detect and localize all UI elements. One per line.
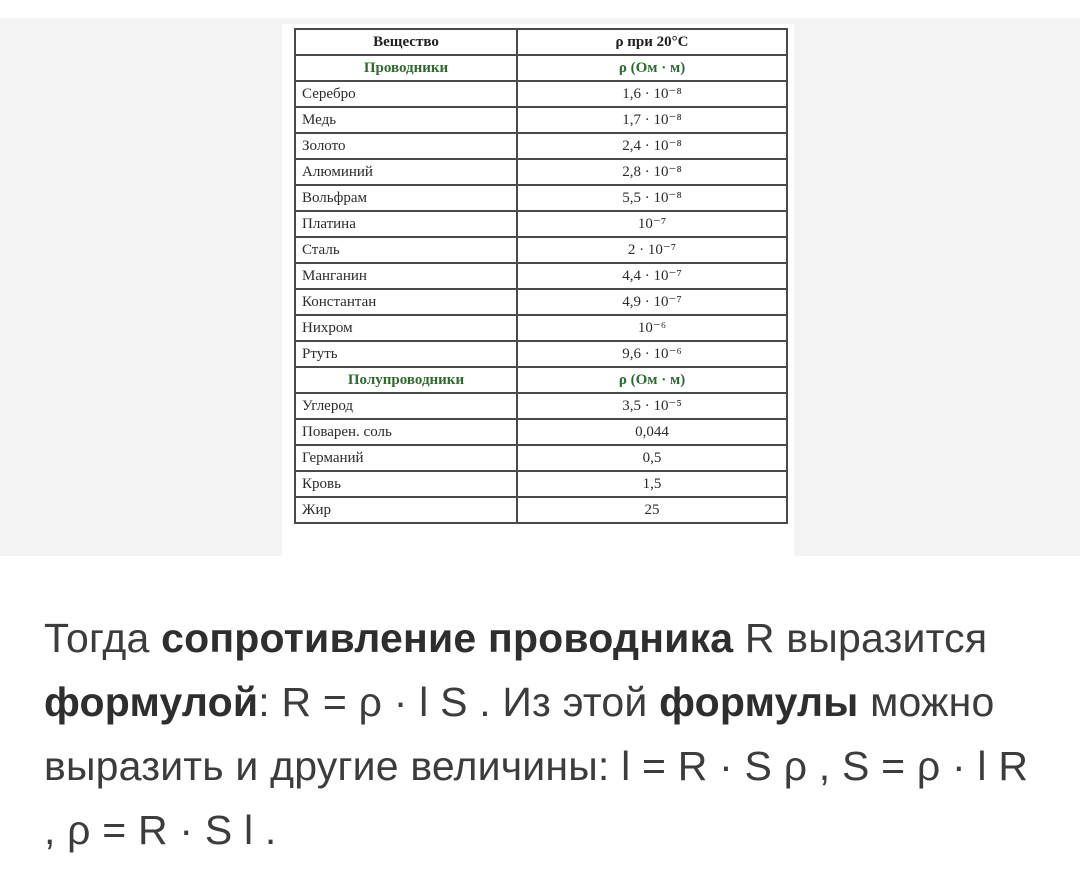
caption-paragraph bbox=[44, 606, 1044, 862]
caption-text: : R = ρ · l S . Из этой bbox=[258, 679, 660, 725]
resistivity-value: 9,6 · 10⁻⁶ bbox=[517, 341, 787, 367]
section-title: Полупроводники bbox=[295, 367, 517, 393]
substance-name: Сталь bbox=[295, 237, 517, 263]
header-substance: Вещество bbox=[295, 29, 517, 55]
resistivity-value: 5,5 · 10⁻⁸ bbox=[517, 185, 787, 211]
substance-name: Углерод bbox=[295, 393, 517, 419]
table-row bbox=[295, 289, 787, 315]
section-unit: ρ (Ом · м) bbox=[517, 367, 787, 393]
table-header-row bbox=[295, 29, 787, 55]
caption-text: Тогда bbox=[44, 615, 162, 661]
caption-text: R выразится bbox=[733, 615, 988, 661]
section-unit: ρ (Ом · м) bbox=[517, 55, 787, 81]
table-row bbox=[295, 263, 787, 289]
resistivity-value: 2,8 · 10⁻⁸ bbox=[517, 159, 787, 185]
table-body bbox=[295, 29, 787, 523]
resistivity-value: 3,5 · 10⁻⁵ bbox=[517, 393, 787, 419]
substance-name: Жир bbox=[295, 497, 517, 523]
substance-name: Ртуть bbox=[295, 341, 517, 367]
table-row bbox=[295, 237, 787, 263]
table-row bbox=[295, 315, 787, 341]
resistivity-value: 1,6 · 10⁻⁸ bbox=[517, 81, 787, 107]
top-bar bbox=[0, 0, 1080, 18]
resistivity-value: 25 bbox=[517, 497, 787, 523]
substance-name: Германий bbox=[295, 445, 517, 471]
table-row bbox=[295, 133, 787, 159]
section-header-row bbox=[295, 55, 787, 81]
substance-name: Нихром bbox=[295, 315, 517, 341]
table-row bbox=[295, 393, 787, 419]
substance-name: Кровь bbox=[295, 471, 517, 497]
substance-name: Алюминий bbox=[295, 159, 517, 185]
table-row bbox=[295, 159, 787, 185]
section-title: Проводники bbox=[295, 55, 517, 81]
table-row bbox=[295, 341, 787, 367]
table-row bbox=[295, 471, 787, 497]
resistivity-value: 1,5 bbox=[517, 471, 787, 497]
substance-name: Медь bbox=[295, 107, 517, 133]
table-row bbox=[295, 81, 787, 107]
resistivity-value: 4,4 · 10⁻⁷ bbox=[517, 263, 787, 289]
table-row bbox=[295, 185, 787, 211]
resistivity-value: 0,5 bbox=[517, 445, 787, 471]
substance-name: Константан bbox=[295, 289, 517, 315]
caption-text: можно выразить и другие величины: l = R · S ρ , S = ρ · l R , ρ = R · S l . bbox=[44, 679, 1029, 853]
resistivity-table bbox=[294, 28, 788, 524]
substance-name: Платина bbox=[295, 211, 517, 237]
table-row bbox=[295, 211, 787, 237]
resistivity-value: 1,7 · 10⁻⁸ bbox=[517, 107, 787, 133]
table-row bbox=[295, 419, 787, 445]
section-header-row bbox=[295, 367, 787, 393]
resistivity-table-image[interactable] bbox=[0, 18, 1080, 556]
resistivity-value: 0,044 bbox=[517, 419, 787, 445]
resistivity-value: 10⁻⁷ bbox=[517, 211, 787, 237]
caption-bold-term: формулы bbox=[659, 679, 859, 725]
substance-name: Золото bbox=[295, 133, 517, 159]
resistivity-value: 4,9 · 10⁻⁷ bbox=[517, 289, 787, 315]
resistivity-value: 2 · 10⁻⁷ bbox=[517, 237, 787, 263]
header-resistivity: ρ при 20°C bbox=[517, 29, 787, 55]
substance-name: Вольфрам bbox=[295, 185, 517, 211]
table-row bbox=[295, 107, 787, 133]
resistivity-value: 10⁻⁶ bbox=[517, 315, 787, 341]
caption-bold-term: формулой bbox=[44, 679, 259, 725]
substance-name: Поварен. соль bbox=[295, 419, 517, 445]
resistivity-value: 2,4 · 10⁻⁸ bbox=[517, 133, 787, 159]
substance-name: Манганин bbox=[295, 263, 517, 289]
substance-name: Серебро bbox=[295, 81, 517, 107]
caption-bold-term: сопротивление проводника bbox=[161, 615, 734, 661]
table-card bbox=[282, 24, 794, 556]
table-row bbox=[295, 497, 787, 523]
table-row bbox=[295, 445, 787, 471]
